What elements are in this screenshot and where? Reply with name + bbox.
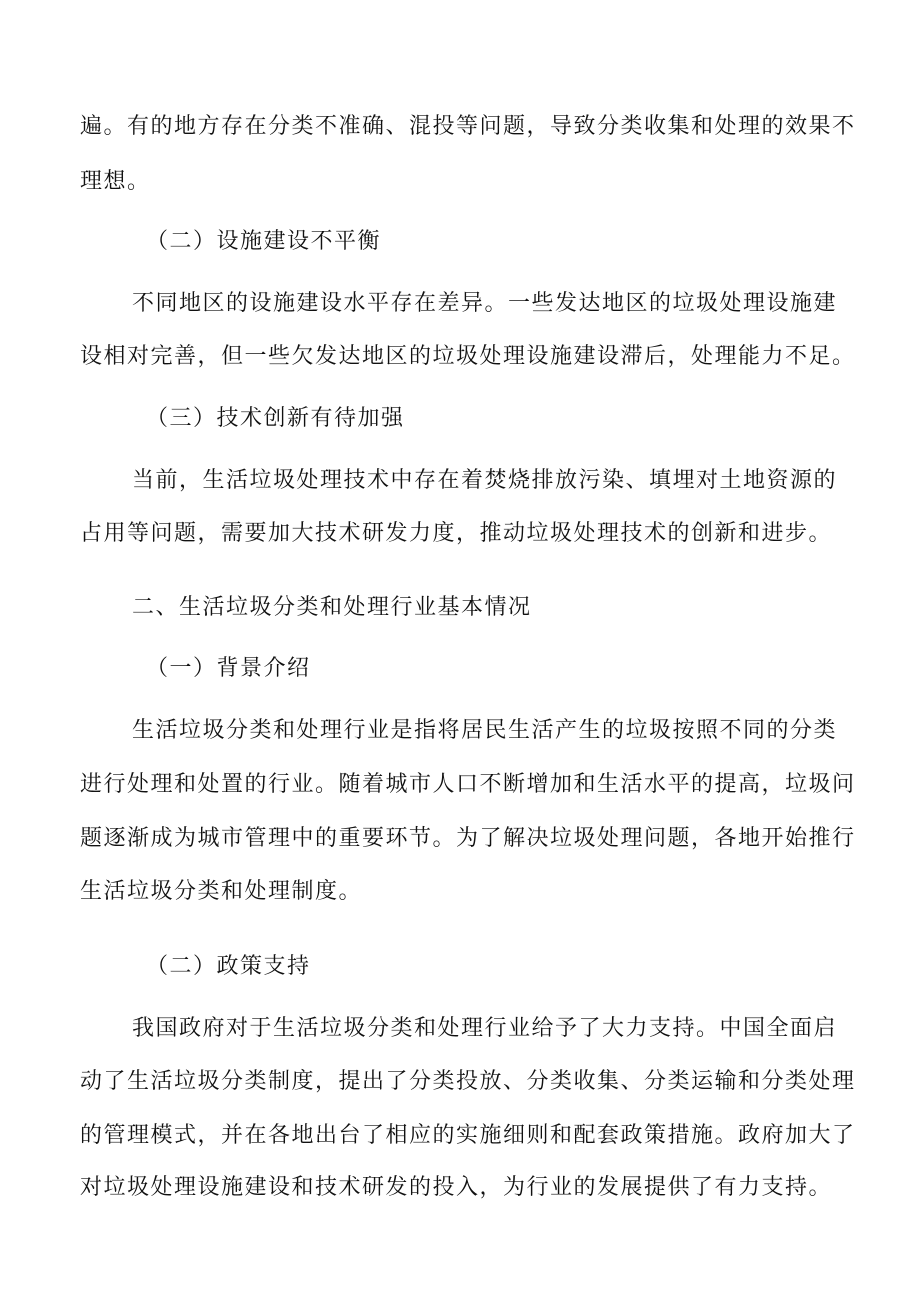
- section-heading: 二、生活垃圾分类和处理行业基本情况: [132, 595, 532, 620]
- subheading: （一）背景介绍: [146, 656, 311, 681]
- subheading: （二）政策支持: [146, 954, 311, 979]
- body-text-line: 题逐渐成为城市管理中的重要环节。为了解决垃圾处理问题，各地开始推行: [80, 826, 856, 851]
- body-text-line: 占用等问题，需要加大技术研发力度，推动垃圾处理技术的创新和进步。: [80, 521, 833, 546]
- body-text-line: 遍。有的地方存在分类不准确、混投等问题，导致分类收集和处理的效果不: [80, 114, 856, 139]
- body-text-line: 生活垃圾分类和处理行业是指将居民生活产生的垃圾按照不同的分类: [132, 718, 838, 743]
- body-text-line: 进行处理和处置的行业。随着城市人口不断增加和生活水平的提高，垃圾问: [80, 772, 856, 797]
- subheading: （二）设施建设不平衡: [146, 229, 382, 254]
- body-text-line: 的管理模式，并在各地出台了相应的实施细则和配套政策措施。政府加大了: [80, 1123, 856, 1148]
- body-text-line: 我国政府对于生活垃圾分类和处理行业给予了大力支持。中国全面启: [132, 1016, 838, 1041]
- body-text-line: 对垃圾处理设施建设和技术研发的投入，为行业的发展提供了有力支持。: [80, 1175, 833, 1200]
- body-text-line: 设相对完善，但一些欠发达地区的垃圾处理设施建设滞后，处理能力不足。: [80, 344, 856, 369]
- body-text-line: 当前，生活垃圾处理技术中存在着焚烧排放污染、填埋对土地资源的: [132, 468, 838, 493]
- body-text-line: 动了生活垃圾分类制度，提出了分类投放、分类收集、分类运输和分类处理: [80, 1069, 856, 1094]
- subheading: （三）技术创新有待加强: [146, 406, 405, 431]
- body-text-line: 理想。: [80, 169, 151, 194]
- body-text-line: 生活垃圾分类和处理制度。: [80, 879, 363, 904]
- body-text-line: 不同地区的设施建设水平存在差异。一些发达地区的垃圾处理设施建: [132, 291, 838, 316]
